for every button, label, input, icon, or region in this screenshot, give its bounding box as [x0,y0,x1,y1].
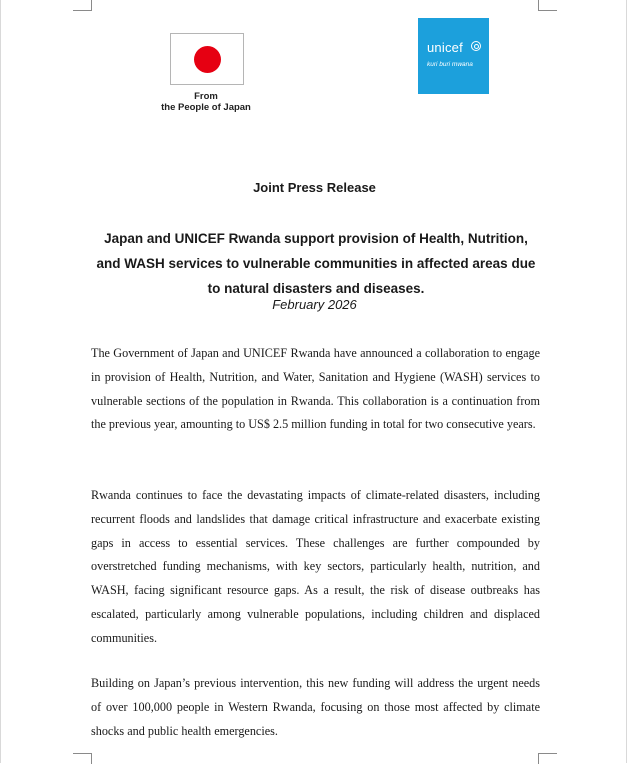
japan-caption-line1: From [194,91,218,102]
japan-logo [156,18,256,118]
crop-mark-top-right [538,0,557,11]
japan-logo-caption [156,91,256,113]
unicef-wordmark: unicef [427,40,463,55]
unicef-logo [418,18,489,94]
rising-sun-disc [194,46,221,73]
crop-mark-bottom-left [73,753,92,764]
crop-mark-bottom-right [538,753,557,764]
release-date: February 2026 [272,297,357,312]
crop-mark-top-left [73,0,92,11]
body-paragraph: The Government of Japan and UNICEF Rwanda have announced a collaboration to engage in provision of Health, Nutrition, and Water, Sanitation and Hygiene (WASH) services to vulnerable sections of the population in Rwanda. This collaboration is a continuation from the previous year, amounting to US$ 2.5 million funding in total for two consecutive years. [91,346,540,432]
press-release-headline: Japan and UNICEF Rwanda support provision of Health, Nutrition, and WASH services to vulnerable communities in affected areas due to natural disasters and diseases. [96,231,536,296]
unicef-globe-icon [471,41,481,51]
document-type-heading: Joint Press Release [253,180,376,195]
japan-flag-icon [170,33,244,85]
body-paragraph: Building on Japan’s previous intervention, this new funding will address the urgent needs of over 100,000 people in Western Rwanda, focusing on those most affected by climate shocks and public health emergencies. [91,676,540,738]
japan-caption-line2: the People of Japan [161,102,251,113]
unicef-tagline: kuri buri mwana [427,61,473,68]
body-paragraph: Rwanda continues to face the devastating impacts of climate-related disasters, including recurrent floods and landslides that damage critical infrastructure and exacerbate existing gaps in access to essential services. These challenges are further compounded by overstretched funding mechanisms, with key sectors, particularly health, nutrition, and WASH, facing significant resource gaps. As a result, the risk of disease outbreaks has escalated, particularly among vulnerable populations, including children and displaced communities. [91,488,540,645]
